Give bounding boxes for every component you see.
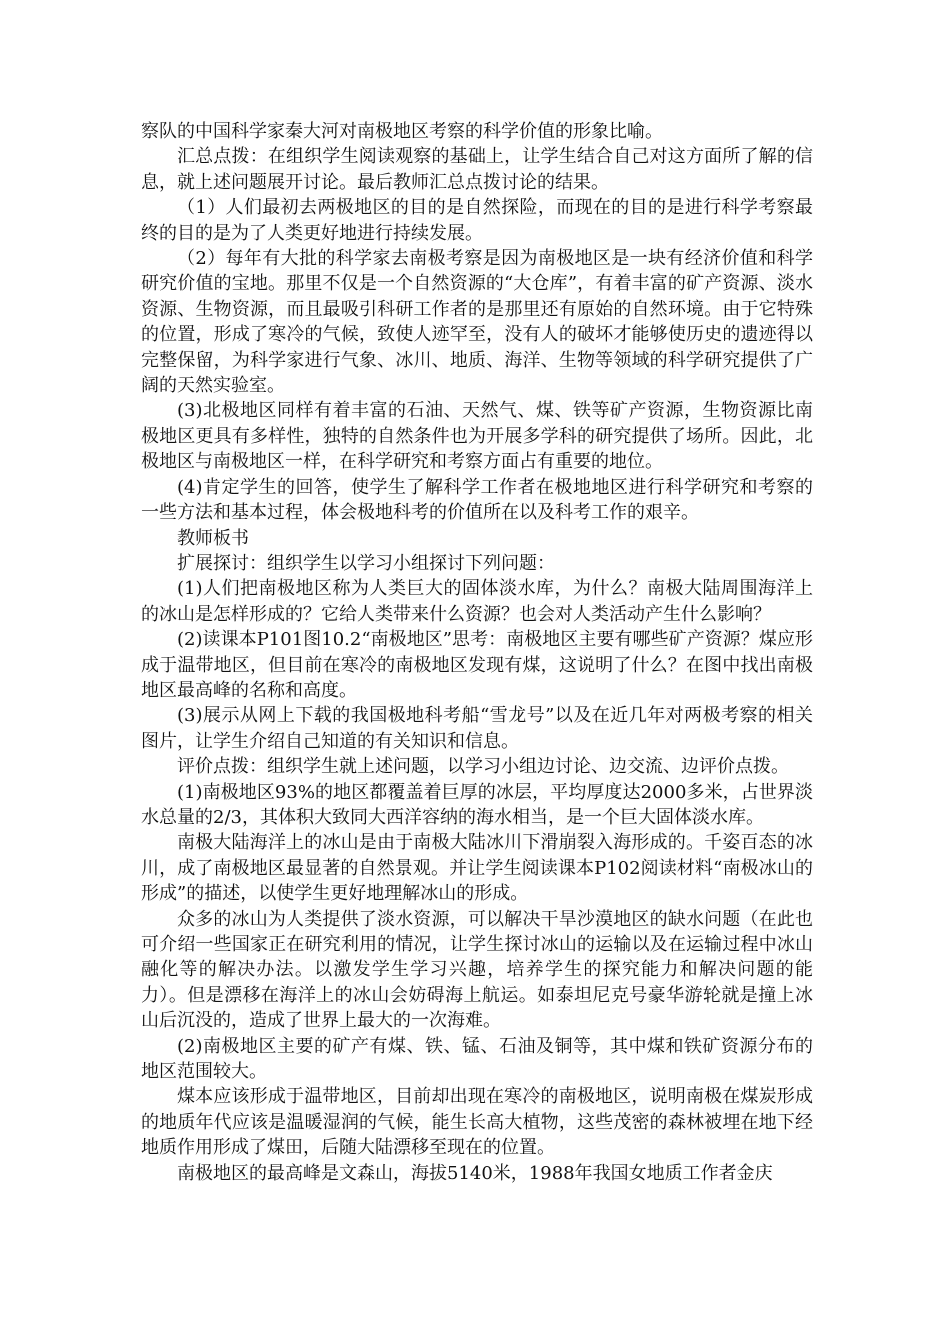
paragraph-coal-formation: 煤本应该形成于温带地区，目前却出现在寒冷的南极地区，说明南极在煤炭形成的地质年代应该是温暖湿润的气候，能生长高大植物，这些茂密的森林被埋在地下经地质作用形成了煤田，后随大陆漂移至现在的位置。 xyxy=(141,1086,813,1159)
paragraph-extension-3: (3)展示从网上下载的我国极地科考船“雪龙号”以及在近几年对两极考察的相关图片，让学生介绍自己知道的有关知识和信息。 xyxy=(141,705,813,752)
paragraph-summary-intro: 汇总点拨：在组织学生阅读观察的基础上，让学生结合自己对这方面所了解的信息，就上述问题展开讨论。最后教师汇总点拨讨论的结果。 xyxy=(141,146,813,193)
paragraph-evaluation-1: (1)南极地区93%的地区都覆盖着巨厚的冰层，平均厚度达2000多米，占世界淡水总量的2/3，其体积大致同大西洋容纳的海水相当，是一个巨大固体淡水库。 xyxy=(141,781,813,828)
paragraph-continuation: 察队的中国科学家秦大河对南极地区考察的科学价值的形象比喻。 xyxy=(141,121,663,142)
paragraph-evaluation-intro: 评价点拨：组织学生就上述问题，以学习小组边讨论、边交流、边评价点拨。 xyxy=(177,756,789,778)
paragraph-extension-1: (1)人们把南极地区称为人类巨大的固体淡水库，为什么？南极大陆周围海洋上的冰山是怎样形成的？它给人类带来什么资源？也会对人类活动产生什么影响？ xyxy=(141,578,813,625)
paragraph-extension-intro: 扩展探讨：组织学生以学习小组探讨下列问题： xyxy=(177,552,555,574)
document-page xyxy=(141,119,813,1186)
paragraph-summary-2: （2）每年有大批的科学家去南极考察是因为南极地区是一块有经济价值和科学研究价值的宝地。那里不仅是一个自然资源的“大仓库”，有着丰富的矿产资源、淡水资源、生物资源，而且最吸引科研工作者的是那里还有原始的自然环境。由于它特殊的位置，形成了寒冷的气候，致使人迹罕至，没有人的破坏才能够使历史的遗迹得以完整保留，为科学家进行气象、冰川、地质、海洋、生物等领域的科学研究提供了广阔的天然实验室。 xyxy=(141,248,813,397)
paragraph-iceberg-resources: 众多的冰山为人类提供了淡水资源，可以解决干旱沙漠地区的缺水问题（在此也可介绍一些国家正在研究利用的情况，让学生探讨冰山的运输以及在运输过程中冰山融化等的解决办法。以激发学生学习兴趣，培养学生的探究能力和解决问题的能力）。但是漂移在海洋上的冰山会妨碍海上航运。如泰坦尼克号豪华游轮就是撞上冰山后沉没的，造成了世界上最大的一次海难。 xyxy=(141,908,813,1032)
paragraph-board-heading: 教师板书 xyxy=(177,527,249,549)
paragraph-summary-3: (3)北极地区同样有着丰富的石油、天然气、煤、铁等矿产资源，生物资源比南极地区更具有多样性，独特的自然条件也为开展多学科的研究提供了场所。因此，北极地区与南极地区一样，在科学研究和考察方面占有重要的地位。 xyxy=(141,400,813,473)
paragraph-evaluation-2: (2)南极地区主要的矿产有煤、铁、锰、石油及铜等，其中煤和铁矿资源分布的地区范围较大。 xyxy=(141,1035,813,1083)
paragraph-extension-2: (2)读课本P101图10.2“南极地区”思考：南极地区主要有哪些矿产资源？煤应形成于温带地区，但目前在寒冷的南极地区发现有煤，这说明了什么？在图中找出南极地区最高峰的名称和高度。 xyxy=(141,629,813,701)
paragraph-summary-4: (4)肯定学生的回答，使学生了解科学工作者在极地地区进行科学研究和考察的一些方法和基本过程，体会极地科考的价值所在以及科考工作的艰辛。 xyxy=(141,476,813,524)
paragraph-summary-1: （1）人们最初去两极地区的目的是自然探险，而现在的目的是进行科学考察最终的目的是为了人类更好地进行持续发展。 xyxy=(141,197,813,244)
paragraph-highest-peak: 南极地区的最高峰是文森山，海拔5140米，1988年我国女地质工作者金庆 xyxy=(177,1162,773,1184)
paragraph-iceberg-formation: 南极大陆海洋上的冰山是由于南极大陆冰川下滑崩裂入海形成的。千姿百态的冰川，成了南极地区最显著的自然景观。并让学生阅读课本P102阅读材料“南极冰山的形成”的描述，以使学生更好地理解冰山的形成。 xyxy=(141,832,813,905)
